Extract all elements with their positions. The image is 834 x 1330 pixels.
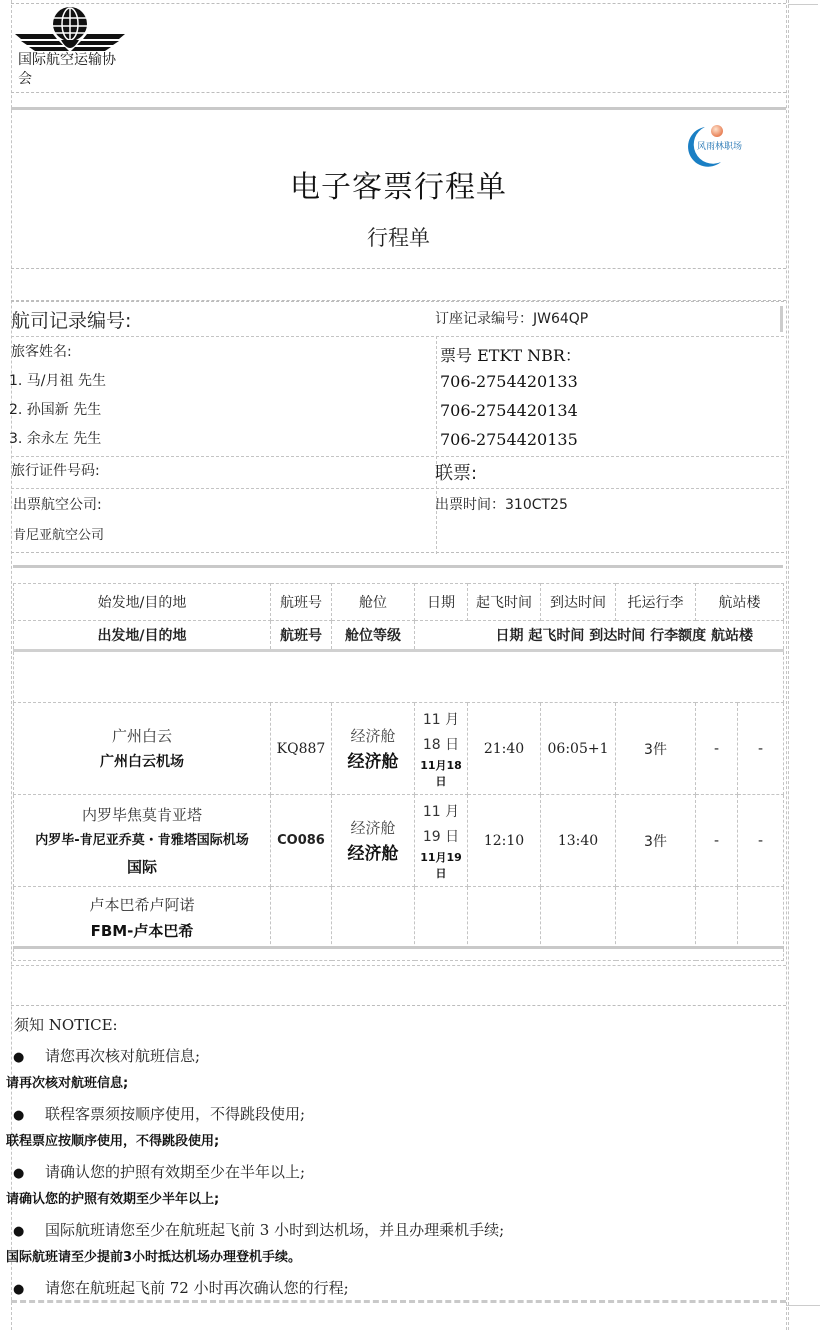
info-divider	[11, 456, 784, 457]
notice-item-text: 请您在航班起飞前 72 小时再次确认您的行程;	[45, 1279, 349, 1297]
transit-airport: 内罗毕-肯尼亚乔莫・肯雅塔国际机场	[35, 832, 249, 848]
departure-time: 12:10	[468, 795, 541, 887]
cabin: 经济舱	[350, 818, 396, 837]
svg-text:风雨林职场: 风雨林职场	[697, 142, 743, 152]
issuing-airline-label: 出票航空公司:	[13, 497, 102, 513]
notice-item-sub: 国际航班请至少提前3小时抵达机场办理登机手续。	[6, 1250, 302, 1265]
ticket-number: 706-2754420134	[440, 401, 578, 420]
subheader-cabin-class: 舱位等级	[332, 621, 415, 651]
bullet-icon: ●	[13, 1166, 25, 1181]
info-scroll-mark	[780, 306, 783, 332]
passenger-name: 1. 马/月祖 先生	[9, 373, 106, 389]
cabin-class: 经济舱	[347, 843, 399, 864]
departure-time: 21:40	[468, 703, 541, 795]
airline-record-label: 航司记录编号:	[11, 310, 132, 332]
page-frame-right-inner	[788, 0, 789, 1330]
transit-city: 内罗毕焦莫肯亚塔	[81, 805, 202, 824]
col-header-flight: 航班号	[271, 584, 332, 621]
page-frame-right	[786, 0, 787, 1330]
passenger-label: 旅客姓名:	[11, 344, 72, 360]
flight-number: KQ887	[271, 703, 332, 795]
org-name: 国际航空运输协会	[18, 52, 116, 87]
notice-item-sub: 联程票应按顺序使用，不得跳段使用;	[6, 1134, 220, 1149]
col-header-depart: 起飞时间	[468, 584, 541, 621]
table-header-row	[14, 584, 784, 621]
col-header-arrive: 到达时间	[541, 584, 616, 621]
notice-item-text: 国际航班请您至少在航班起飞前 3 小时到达机场，并且办理乘机手续;	[45, 1221, 505, 1239]
notice-item	[13, 1045, 200, 1066]
baggage-allowance: 3件	[616, 795, 696, 887]
table-spacer	[14, 949, 784, 961]
notice-item	[13, 1103, 305, 1124]
notice-item-text: 请您再次核对航班信息;	[45, 1047, 201, 1065]
bullet-icon: ●	[13, 1050, 25, 1065]
origin-airport: 广州白云机场	[100, 753, 184, 770]
issuing-airline-value: 肯尼亚航空公司	[13, 528, 105, 543]
document-title: 电子客票行程单	[290, 170, 507, 205]
table-row	[14, 887, 784, 949]
info-divider	[11, 488, 784, 489]
conjunction-ticket-label: 联票:	[435, 463, 478, 484]
section-divider	[13, 565, 783, 568]
terminal-departure: -	[696, 703, 738, 795]
notice-item-text: 联程客票须按顺序使用，不得跳段使用;	[45, 1105, 306, 1123]
notice-item	[13, 1161, 305, 1182]
arrival-time: 06:05+1	[541, 703, 616, 795]
section-divider-dashed	[11, 965, 786, 966]
origin-city: 广州白云	[111, 726, 172, 745]
notice-item-text: 请确认您的护照有效期至少在半年以上;	[45, 1163, 306, 1181]
baggage-allowance: 3件	[616, 703, 696, 795]
ticket-number: 706-2754420133	[440, 372, 578, 391]
date-day: 18 日	[422, 736, 460, 753]
subheader-rest: 日期 起飞时间 到达时间 行李额度 航站楼	[415, 621, 784, 651]
issue-time: 出票时间：310CT25	[435, 497, 568, 513]
flight-number: CO086	[271, 795, 332, 887]
travel-document-label: 旅行证件号码:	[11, 463, 100, 479]
col-header-date: 日期	[415, 584, 468, 621]
separator	[11, 269, 786, 301]
table-row	[14, 795, 784, 887]
info-divider	[11, 336, 784, 337]
subheader-origin-dest: 出发地/目的地	[14, 621, 271, 651]
date-month: 11 月	[422, 803, 460, 820]
date-day: 19 日	[422, 828, 460, 845]
transit-airport-line2: 国际	[126, 857, 157, 876]
passenger-name: 3. 余永左 先生	[9, 431, 102, 447]
notice-title: 须知 NOTICE:	[14, 1016, 118, 1034]
notice-section	[6, 1005, 786, 1303]
notice-item-sub: 请再次核对航班信息;	[6, 1076, 129, 1091]
cabin: 经济舱	[350, 726, 396, 745]
col-header-cabin: 舱位	[332, 584, 415, 621]
notice-item	[13, 1219, 504, 1240]
booking-info-section	[11, 301, 784, 553]
date-month: 11 月	[422, 711, 460, 728]
table-row	[14, 703, 784, 795]
passenger-name: 2. 孙国新 先生	[9, 402, 102, 418]
terminal-arrival: -	[738, 795, 784, 887]
terminal-departure: -	[696, 795, 738, 887]
table-spacer	[14, 651, 784, 703]
itinerary-table	[13, 583, 783, 961]
terminal-arrival: -	[738, 703, 784, 795]
col-header-origin-dest: 始发地/目的地	[14, 584, 271, 621]
bullet-icon: ●	[13, 1108, 25, 1123]
destination-airport: FBM-卢本巴希	[90, 921, 194, 940]
bullet-icon: ●	[13, 1224, 25, 1239]
notice-item-sub: 请确认您的护照有效期至少半年以上;	[6, 1192, 220, 1207]
date-full: 11月19日	[420, 850, 462, 880]
document-title-block	[11, 107, 786, 269]
page-corner-mark-bottom	[786, 1305, 820, 1306]
bullet-icon: ●	[13, 1282, 25, 1297]
col-header-terminal: 航站楼	[696, 584, 784, 621]
date-full: 11月18日	[420, 758, 462, 788]
ticket-number-label: 票号 ETKT NBR：	[440, 346, 581, 365]
subheader-flight: 航班号	[271, 621, 332, 651]
page-corner-mark-top	[788, 4, 818, 5]
org-header	[11, 3, 786, 93]
info-column-divider	[436, 336, 437, 554]
notice-item	[13, 1277, 349, 1298]
booking-record-number: 订座记录编号：JW64QP	[435, 311, 589, 327]
arrival-time: 13:40	[541, 795, 616, 887]
document-subtitle: 行程单	[367, 226, 430, 250]
cabin-class: 经济舱	[347, 751, 399, 772]
col-header-baggage: 托运行李	[616, 584, 696, 621]
section-divider	[13, 946, 783, 949]
destination-city: 卢本巴希卢阿诺	[89, 895, 195, 914]
table-subheader-row	[14, 621, 784, 651]
ticket-number: 706-2754420135	[440, 430, 578, 449]
